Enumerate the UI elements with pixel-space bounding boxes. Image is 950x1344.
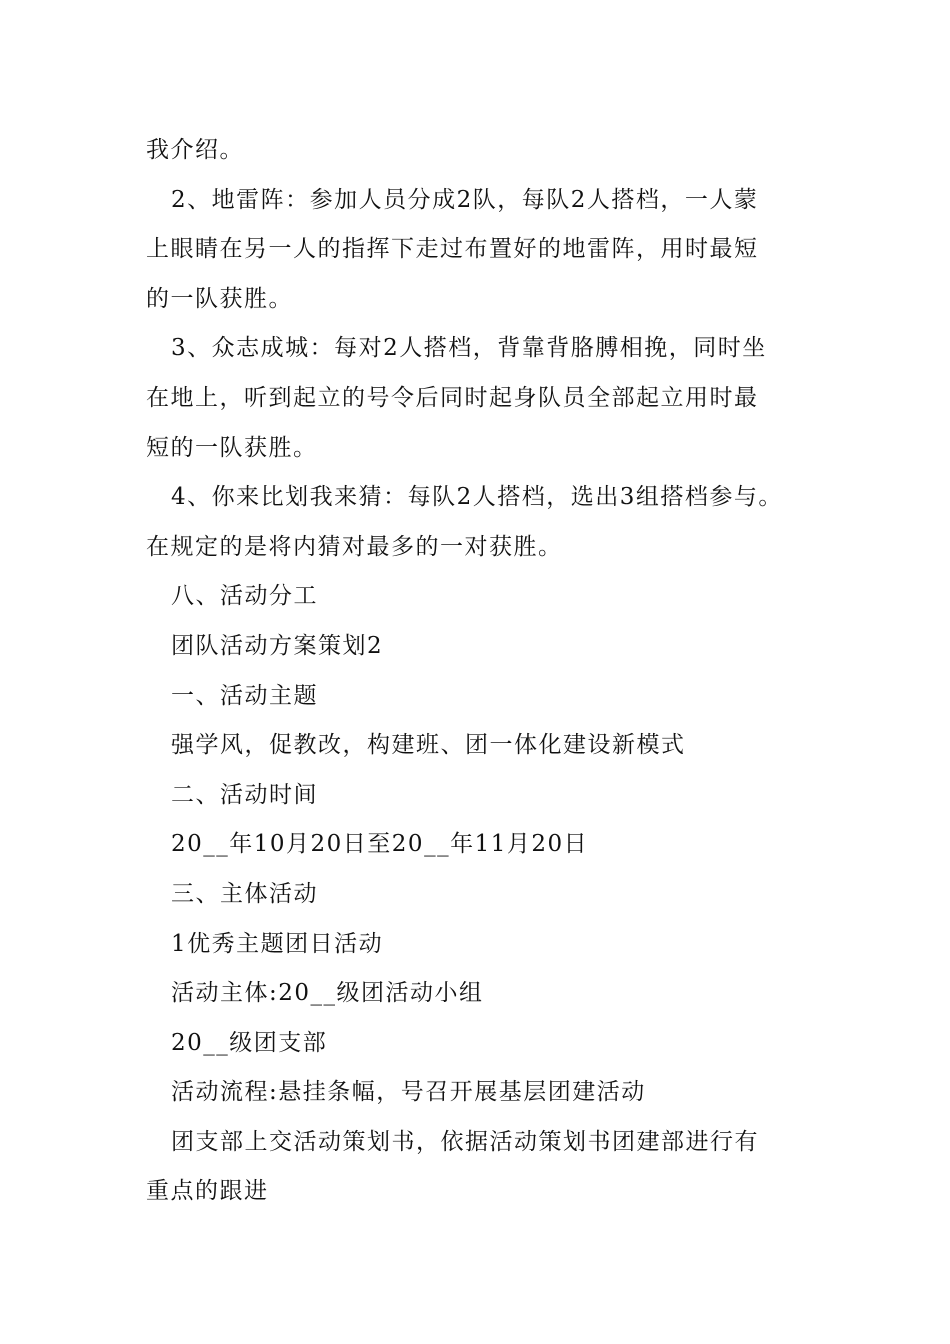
document-subtitle: 团队活动方案策划2 <box>171 632 384 659</box>
text-line: 的一队获胜。 <box>146 285 293 312</box>
section-heading: 二、活动时间 <box>171 781 318 808</box>
text-line: 我介绍。 <box>146 137 244 163</box>
text-line: 20__年10月20日至20__年11月20日 <box>171 831 589 858</box>
text-line: 活动流程:悬挂条幅，号召开展基层团建活动 <box>171 1079 646 1106</box>
section-heading: 一、活动主题 <box>171 682 318 709</box>
text-line: 强学风，促教改，构建班、团一体化建设新模式 <box>171 732 686 759</box>
text-line: 1优秀主题团日活动 <box>171 930 384 957</box>
text-line: 活动主体:20__级团活动小组 <box>171 980 484 1007</box>
text-line: 20__级团支部 <box>171 1029 328 1056</box>
text-line: 团支部上交活动策划书，依据活动策划书团建部进行有 <box>171 1128 759 1155</box>
text-line: 在地上，听到起立的号令后同时起身队员全部起立用时最 <box>146 384 759 411</box>
section-heading: 八、活动分工 <box>171 583 318 610</box>
text-line: 上眼睛在另一人的指挥下走过布置好的地雷阵，用时最短 <box>146 236 759 263</box>
text-line: 4、你来比划我来猜：每队2人搭档，选出3组搭档参与。 <box>171 484 783 511</box>
text-line: 2、地雷阵：参加人员分成2队，每队2人搭档，一人蒙 <box>171 186 759 213</box>
text-line: 短的一队获胜。 <box>146 434 318 461</box>
text-line: 重点的跟进 <box>146 1178 269 1205</box>
section-heading: 三、主体活动 <box>171 880 318 907</box>
text-line: 3、众志成城：每对2人搭档，背靠背胳膊相挽，同时坐 <box>171 335 767 362</box>
text-line: 在规定的是将内猜对最多的一对获胜。 <box>146 533 563 560</box>
document-body <box>146 126 816 1217</box>
